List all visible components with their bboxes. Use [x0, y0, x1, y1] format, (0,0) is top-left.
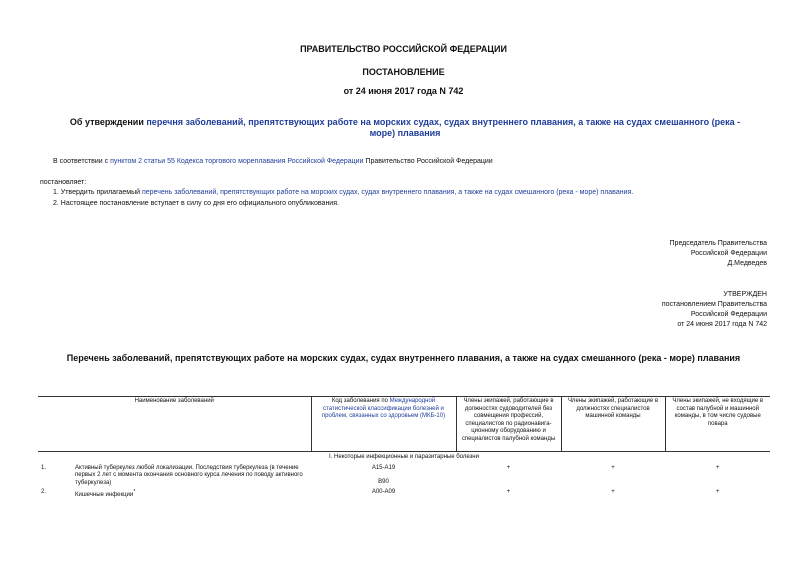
list-title: Перечень заболеваний, препятствующих работе на морских судах, судах внутреннего плавания, а также на судах смешанного (река - море) плавания — [66, 353, 741, 363]
navigators-mark: + — [506, 489, 511, 495]
engine-crew-mark: + — [611, 464, 615, 471]
signature-block — [670, 239, 767, 269]
subject-prefix: Об утверждении — [69, 117, 147, 127]
col-header-icd-prefix: Код заболевания по — [331, 398, 390, 404]
col-header-icd-link[interactable]: Международной статистической классификации болезней и проблем, связанных со здоровьем (МКБ-10) — [321, 398, 446, 419]
disease-name: Кишечные инфекции — [75, 492, 134, 498]
row-number: 2. — [41, 489, 47, 495]
diseases-table — [38, 396, 770, 501]
disease-name: Активный туберкулез любой локализации. Последствия туберкулеза (в течение первых 2 лет с момента окончания основного курса лечения по поводу активного туберкулеза) — [75, 464, 303, 486]
table-section-row — [38, 452, 770, 464]
other-crew-mark: + — [715, 489, 720, 495]
approval-line-4: от 24 июня 2017 года N 742 — [677, 321, 767, 328]
signature-line-1: Председатель Правительства — [669, 240, 767, 247]
footnote-asterisk[interactable]: * — [133, 489, 136, 495]
col-header-navigators: Члены экипажей, работающие в должностях судоводителей без совмещения профессий, специалистов по радионавига-ционному оборудованию и специалистов палубной команды — [456, 397, 561, 452]
icd-code-cell — [311, 464, 456, 489]
issuer-heading: ПРАВИТЕЛЬСТВО РОССИЙСКОЙ ФЕДЕРАЦИИ — [300, 44, 507, 54]
table-header-row — [38, 397, 770, 452]
col-header-engine-crew: Члены экипажей, работающие в должностях специалистов машинной команды — [561, 397, 665, 452]
decree-item-1-prefix: 1. Утвердить прилагаемый — [53, 189, 142, 196]
decree-item-1-suffix: . — [631, 189, 634, 196]
disease-cell — [38, 488, 311, 501]
engine-crew-mark: + — [611, 489, 615, 495]
subject-link[interactable]: перечня заболеваний, препятствующих работе на морских судах, судах внутреннего плавания, а также на судах смешанного (река - море) плавания — [146, 117, 741, 138]
signature-line-3: Д.Медведев — [727, 260, 767, 267]
decree-item-1-link[interactable]: перечень заболеваний, препятствующих работе на морских судах, судах внутреннего плавания, а также на судах смешанного (река - море) плавания — [141, 189, 632, 196]
document-subject — [60, 117, 750, 139]
approval-line-3: Российской Федерации — [690, 311, 767, 318]
preamble-link[interactable]: пунктом 2 статьи 55 Кодекса торгового мореплавания Российской Федерации — [110, 158, 364, 165]
disease-name-wrap — [75, 489, 135, 500]
navigators-mark: + — [506, 464, 511, 471]
icd-code-cell — [311, 488, 456, 501]
disease-cell — [38, 464, 311, 489]
signature-line-2: Российской Федерации — [690, 250, 767, 257]
decree-item-1 — [53, 188, 633, 197]
date-number-heading: от 24 июня 2017 года N 742 — [343, 86, 464, 96]
icd-code-1: A15-A19 — [371, 464, 396, 471]
other-crew-mark: + — [715, 464, 720, 471]
preamble — [53, 157, 493, 166]
decree-label: постановляет: — [40, 179, 87, 186]
approval-line-2: постановлением Правительства — [661, 301, 767, 308]
col-header-disease-name: Наименование заболеваний — [134, 398, 214, 404]
row-number: 1. — [41, 464, 47, 471]
approval-line-1: УТВЕРЖДЕН — [723, 291, 767, 298]
icd-code-1: A00-A09 — [371, 489, 396, 495]
approval-block — [662, 290, 767, 330]
col-header-icd-code — [311, 397, 456, 452]
table-row — [38, 488, 770, 501]
doc-type-heading: ПОСТАНОВЛЕНИЕ — [362, 67, 445, 77]
decree-item-2: 2. Настоящее постановление вступает в силу со дня его официального опубликования. — [53, 200, 339, 207]
section-title: I. Некоторые инфекционные и паразитарные болезни — [329, 454, 479, 460]
preamble-prefix: В соответствии с — [53, 158, 111, 165]
col-header-other-crew: Члены экипажей, не входящие в состав палубной и машинной команды, в том числе судовые повара — [665, 397, 770, 452]
preamble-suffix: Правительство Российской Федерации — [363, 158, 493, 165]
table-row — [38, 464, 770, 489]
icd-code-2: B90 — [378, 479, 389, 485]
